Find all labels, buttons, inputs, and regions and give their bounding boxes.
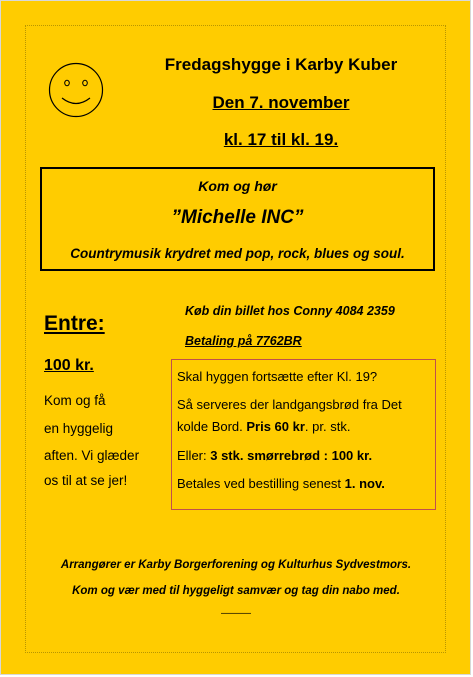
invite-line: Kom og få <box>44 393 106 408</box>
act-name: ”Michelle INC” <box>171 207 304 228</box>
act-intro: Kom og hør <box>198 178 277 194</box>
entry-price: 100 kr. <box>44 357 94 374</box>
welcome-text: Kom og vær med til hyggeligt samvær og tag din nabo med. <box>72 585 400 597</box>
act-description: Countrymusik krydret med pop, rock, blues og soul. <box>70 246 405 261</box>
offer-deadline-line: Betales ved bestilling senest 1. nov. <box>177 476 385 491</box>
event-time: kl. 17 til kl. 19. <box>223 130 339 149</box>
organizers-text: Arrangører er Karby Borgerforening og Kulturhus Sydvestmors. <box>60 559 412 571</box>
invite-line: os til at se jer! <box>44 473 128 488</box>
offer-smorrebrod-line: Eller: 3 stk. smørrebrød : 100 kr. <box>177 448 373 463</box>
payment-info: Betaling på 7762BR <box>185 334 302 348</box>
act-box <box>40 167 435 271</box>
footer-divider: ——— <box>221 608 251 619</box>
event-title: Fredagshygge i Karby Kuber <box>164 55 398 74</box>
food-offer-box <box>171 359 436 510</box>
invite-line: aften. Vi glæder <box>44 448 140 463</box>
offer-line: Så serveres der landgangsbrød fra Det <box>177 397 402 412</box>
invite-line: en hyggelig <box>44 421 114 436</box>
event-date: Den 7. november <box>212 93 350 112</box>
offer-price-line: kolde Bord. Pris 60 kr. pr. stk. <box>177 419 351 434</box>
smiley-icon <box>48 62 104 118</box>
ticket-info: Køb din billet hos Conny 4084 2359 <box>185 304 395 318</box>
offer-question: Skal hyggen fortsætte efter Kl. 19? <box>177 369 378 384</box>
entry-heading: Entre: <box>44 312 105 335</box>
